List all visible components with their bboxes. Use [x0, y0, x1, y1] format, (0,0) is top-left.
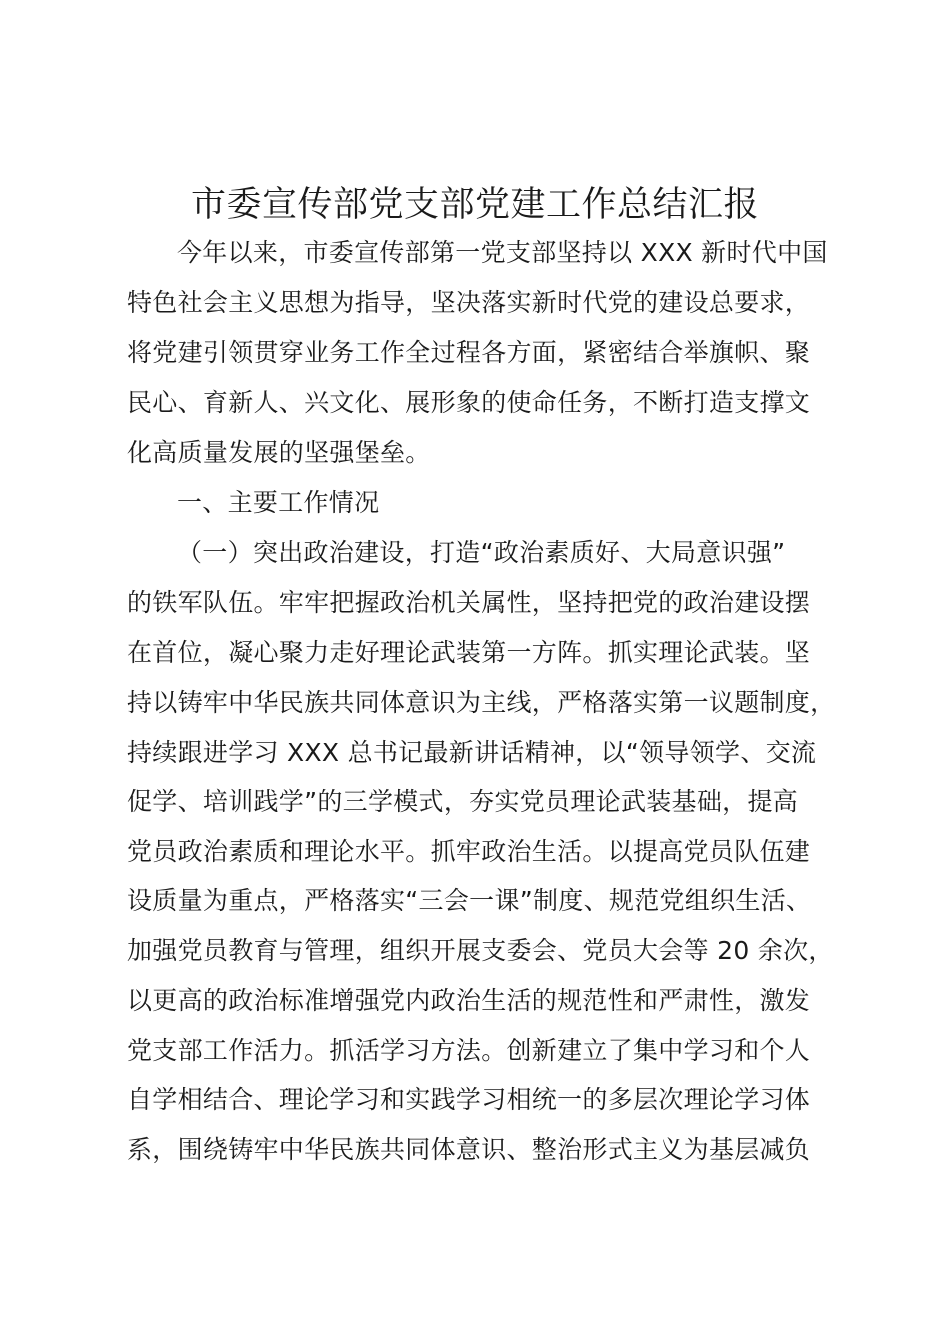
body-line: 持续跟进学习 XXX 总书记最新讲话精神，以“领导领学、交流	[127, 738, 817, 767]
body-line: 自学相结合、理论学习和实践学习相统一的多层次理论学习体	[127, 1085, 811, 1114]
body-line: 加强党员教育与管理，组织开展支委会、党员大会等 20 余次，	[127, 936, 834, 965]
body-line: 以更高的政治标准增强党内政治生活的规范性和严肃性，激发	[127, 986, 811, 1015]
body-line: 促学、培训践学”的三学模式，夯实党员理论武装基础，提高	[127, 787, 799, 816]
body-line: 党支部工作活力。抓活学习方法。创新建立了集中学习和个人	[127, 1036, 811, 1065]
document-title: 市委宣传部党支部党建工作总结汇报	[190, 185, 759, 225]
intro-line: 今年以来，市委宣传部第一党支部坚持以 XXX 新时代中国	[177, 238, 828, 267]
section-heading: 一、主要工作情况	[177, 488, 380, 517]
body-line: 的铁军队伍。牢牢把握政治机关属性，坚持把党的政治建设摆	[127, 588, 811, 617]
body-line: 持以铸牢中华民族共同体意识为主线，严格落实第一议题制度，	[127, 688, 836, 717]
intro-line: 特色社会主义思想为指导，坚决落实新时代党的建设总要求，	[127, 288, 811, 317]
body-line: 在首位，凝心聚力走好理论武装第一方阵。抓实理论武装。坚	[127, 638, 811, 667]
body-line: 设质量为重点，严格落实“三会一课”制度、规范党组织生活、	[127, 886, 812, 915]
body-line: 党员政治素质和理论水平。抓牢政治生活。以提高党员队伍建	[127, 837, 811, 866]
body-line: （一）突出政治建设，打造“政治素质好、大局意识强”	[177, 538, 786, 567]
intro-line: 民心、育新人、兴文化、展形象的使命任务，不断打造支撑文	[127, 388, 811, 417]
intro-line: 将党建引领贯穿业务工作全过程各方面，紧密结合举旗帜、聚	[127, 338, 811, 367]
body-line: 系，围绕铸牢中华民族共同体意识、整治形式主义为基层减负	[127, 1135, 811, 1164]
intro-line: 化高质量发展的坚强堡垒。	[127, 438, 431, 467]
